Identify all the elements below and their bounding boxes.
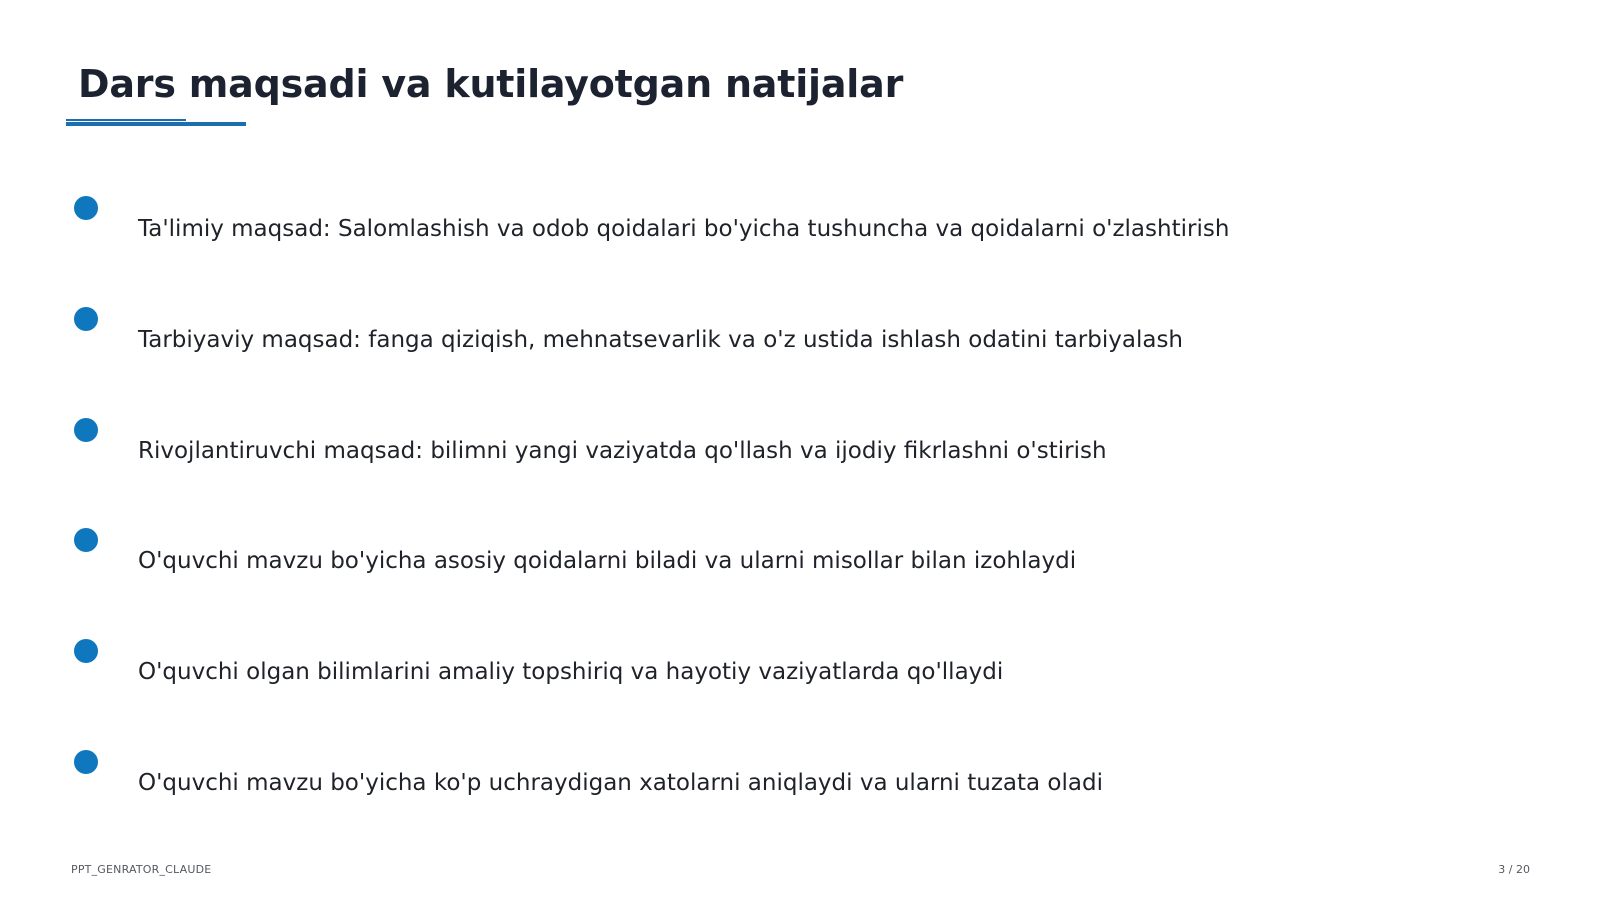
bullet-text: Rivojlantiruvchi maqsad: bilimni yangi vaziyatda qo'llash va ijodiy fikrlashni o'stirish [138, 438, 1107, 464]
bullet-text: O'quvchi mavzu bo'yicha asosiy qoidalarni biladi va ularni misollar bilan izohlaydi [138, 548, 1077, 574]
page-indicator: 3 / 20 [1498, 863, 1530, 876]
bullet-dot-icon [74, 528, 98, 552]
bullet-text: Ta'limiy maqsad: Salomlashish va odob qoidalari bo'yicha tushuncha va qoidalarni o'zlashtirish [138, 216, 1230, 242]
bullet-dot-icon [74, 196, 98, 220]
bullet-text: O'quvchi mavzu bo'yicha ko'p uchraydigan xatolarni aniqlaydi va ularni tuzata oladi [138, 770, 1103, 796]
list-item [0, 639, 1600, 719]
bullet-dot-icon [74, 750, 98, 774]
list-item [0, 750, 1600, 830]
bullet-text: Tarbiyaviy maqsad: fanga qiziqish, mehnatsevarlik va o'z ustida ishlash odatini tarbiyalash [138, 327, 1184, 353]
list-item [0, 196, 1600, 276]
list-item [0, 528, 1600, 608]
bullet-dot-icon [74, 307, 98, 331]
footer-source-label: PPT_GENRATOR_CLAUDE [71, 863, 212, 876]
bullet-dot-icon [74, 639, 98, 663]
slide-title: Dars maqsadi va kutilayotgan natijalar [78, 62, 904, 106]
bullet-dot-icon [74, 418, 98, 442]
list-item [0, 307, 1600, 387]
bullet-text: O'quvchi olgan bilimlarini amaliy topshiriq va hayotiy vaziyatlarda qo'llaydi [138, 659, 1004, 685]
list-item [0, 418, 1600, 498]
